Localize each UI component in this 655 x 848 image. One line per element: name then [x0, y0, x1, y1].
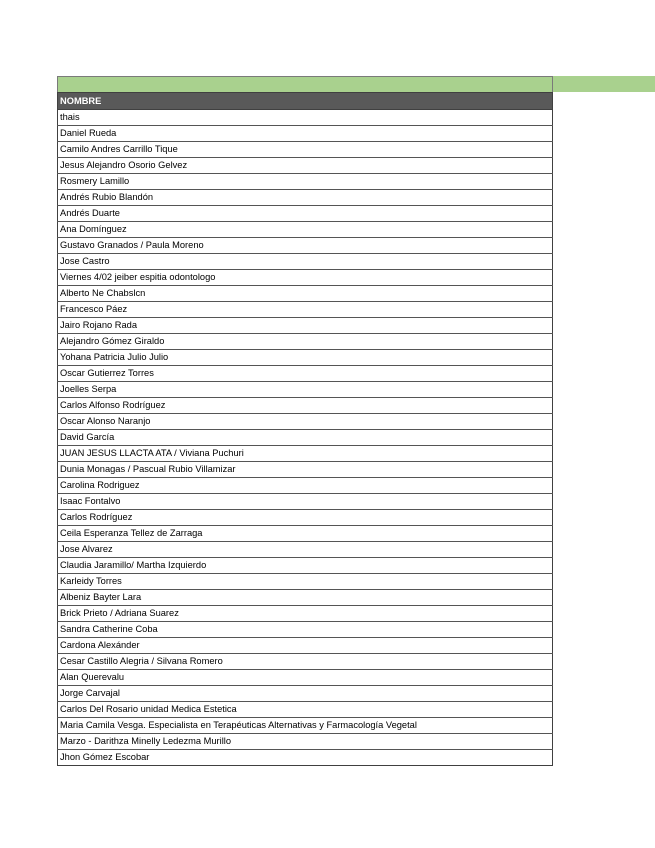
name-cell[interactable]: Ceila Esperanza Tellez de Zarraga	[58, 526, 553, 542]
name-cell[interactable]: Jorge Carvajal	[58, 686, 553, 702]
name-cell[interactable]: Alejandro Gómez Giraldo	[58, 334, 553, 350]
name-cell[interactable]: Francesco Páez	[58, 302, 553, 318]
table-row	[58, 366, 553, 382]
table-row	[58, 414, 553, 430]
name-cell[interactable]: Camilo Andres Carrillo Tique	[58, 142, 553, 158]
table-row	[58, 446, 553, 462]
table-row	[58, 206, 553, 222]
name-cell[interactable]: Karleidy Torres	[58, 574, 553, 590]
name-cell[interactable]: Jose Alvarez	[58, 542, 553, 558]
table-row	[58, 254, 553, 270]
table-row	[58, 222, 553, 238]
table-row	[58, 686, 553, 702]
header-row	[58, 93, 553, 110]
name-cell[interactable]: Rosmery Lamillo	[58, 174, 553, 190]
table-row	[58, 590, 553, 606]
name-cell[interactable]: Alberto Ne Chabslcn	[58, 286, 553, 302]
name-cell[interactable]: Alan Querevalu	[58, 670, 553, 686]
name-cell[interactable]: Jairo Rojano Rada	[58, 318, 553, 334]
table-row	[58, 398, 553, 414]
table-row	[58, 462, 553, 478]
name-cell[interactable]: Carlos Alfonso Rodríguez	[58, 398, 553, 414]
header-band-cell	[57, 76, 553, 92]
table-row	[58, 654, 553, 670]
name-cell[interactable]: Cardona Alexánder	[58, 638, 553, 654]
name-cell[interactable]: Carlos Rodríguez	[58, 510, 553, 526]
table-row	[58, 510, 553, 526]
column-header-nombre[interactable]: NOMBRE	[58, 93, 553, 110]
table-row	[58, 478, 553, 494]
table-row	[58, 238, 553, 254]
name-cell[interactable]: thais	[58, 110, 553, 126]
name-cell[interactable]: Sandra Catherine Coba	[58, 622, 553, 638]
name-cell[interactable]: Jhon Gómez Escobar	[58, 750, 553, 766]
name-cell[interactable]: Marzo - Darithza Minelly Ledezma Murillo	[58, 734, 553, 750]
table-row	[58, 558, 553, 574]
name-cell[interactable]: Oscar Alonso Naranjo	[58, 414, 553, 430]
name-cell[interactable]: Claudia Jaramillo/ Martha Izquierdo	[58, 558, 553, 574]
table-row	[58, 334, 553, 350]
table-row	[58, 190, 553, 206]
name-cell[interactable]: Andrés Rubio Blandón	[58, 190, 553, 206]
names-table	[57, 92, 553, 766]
table-row	[58, 750, 553, 766]
name-cell[interactable]: JUAN JESUS LLACTA ATA / Viviana Puchuri	[58, 446, 553, 462]
table-row	[58, 670, 553, 686]
name-cell[interactable]: Carlos Del Rosario unidad Medica Estetica	[58, 702, 553, 718]
table-row	[58, 286, 553, 302]
table-row	[58, 430, 553, 446]
name-cell[interactable]: Albeniz Bayter Lara	[58, 590, 553, 606]
name-cell[interactable]: Andrés Duarte	[58, 206, 553, 222]
table-row	[58, 350, 553, 366]
table-row	[58, 638, 553, 654]
table-row	[58, 126, 553, 142]
table-row	[58, 110, 553, 126]
table-row	[58, 526, 553, 542]
name-cell[interactable]: Maria Camila Vesga. Especialista en Terapéuticas Alternativas y Farmacología Vegetal	[58, 718, 553, 734]
name-cell[interactable]: Viernes 4/02 jeiber espitia odontologo	[58, 270, 553, 286]
table-row	[58, 574, 553, 590]
table-row	[58, 606, 553, 622]
table-row	[58, 302, 553, 318]
table-row	[58, 702, 553, 718]
name-cell[interactable]: Daniel Rueda	[58, 126, 553, 142]
table-row	[58, 622, 553, 638]
table-row	[58, 174, 553, 190]
name-cell[interactable]: Ana Domínguez	[58, 222, 553, 238]
table-body	[58, 110, 553, 766]
table-row	[58, 318, 553, 334]
name-cell[interactable]: Brick Prieto / Adriana Suarez	[58, 606, 553, 622]
name-cell[interactable]: David García	[58, 430, 553, 446]
table-row	[58, 542, 553, 558]
name-cell[interactable]: Oscar Gutierrez Torres	[58, 366, 553, 382]
name-cell[interactable]: Dunia Monagas / Pascual Rubio Villamizar	[58, 462, 553, 478]
name-cell[interactable]: Jose Castro	[58, 254, 553, 270]
name-cell[interactable]: Isaac Fontalvo	[58, 494, 553, 510]
table-row	[58, 494, 553, 510]
name-cell[interactable]: Carolina Rodriguez	[58, 478, 553, 494]
table-row	[58, 718, 553, 734]
table-row	[58, 734, 553, 750]
table-row	[58, 142, 553, 158]
table-row	[58, 382, 553, 398]
name-cell[interactable]: Gustavo Granados / Paula Moreno	[58, 238, 553, 254]
name-cell[interactable]: Cesar Castillo Alegria / Silvana Romero	[58, 654, 553, 670]
table-row	[58, 158, 553, 174]
table-row	[58, 270, 553, 286]
name-cell[interactable]: Yohana Patricia Julio Julio	[58, 350, 553, 366]
name-cell[interactable]: Jesus Alejandro Osorio Gelvez	[58, 158, 553, 174]
name-cell[interactable]: Joelles Serpa	[58, 382, 553, 398]
